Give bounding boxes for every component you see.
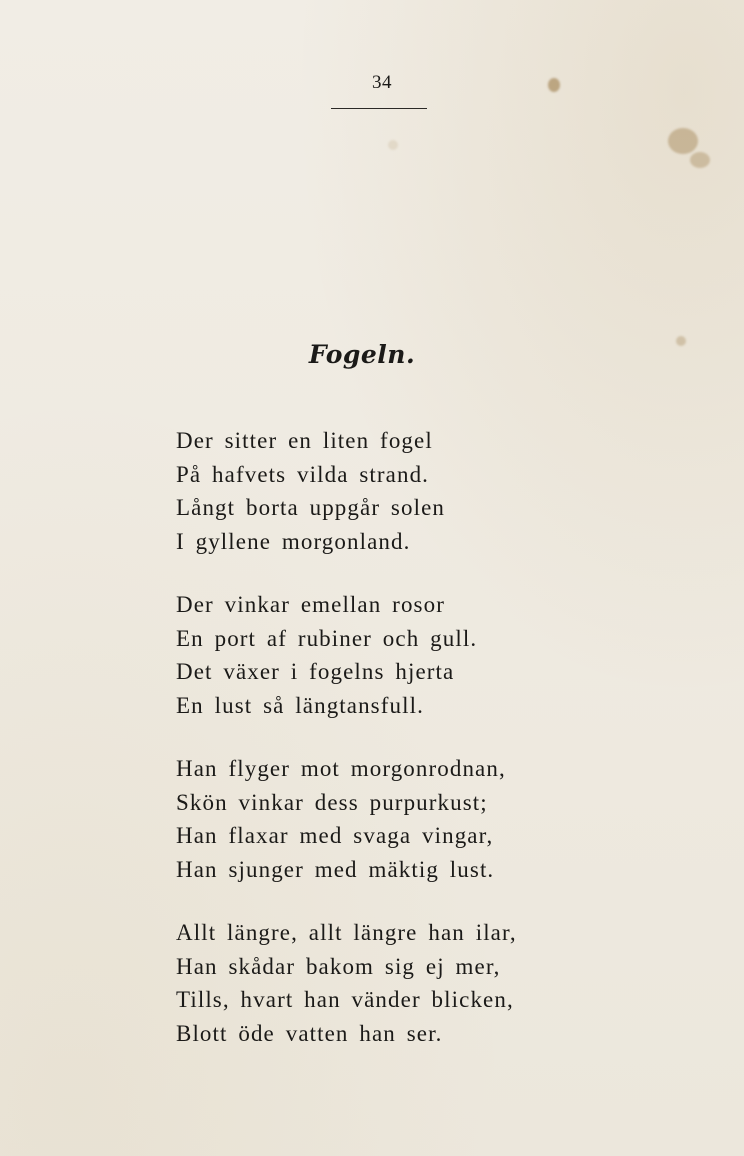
poem-line: Skön vinkar dess purpurkust;: [176, 789, 488, 815]
poem-line: Han sjunger med mäktig lust.: [176, 856, 495, 882]
stanza: [176, 588, 696, 722]
stanza: [176, 916, 696, 1050]
poem-line: En lust så längtansfull.: [176, 692, 424, 718]
poem-title: Fogeln.: [308, 340, 416, 369]
poem-body: [176, 424, 696, 1080]
foxing-stain: [668, 128, 698, 154]
foxing-stain: [388, 140, 398, 150]
poem-line: Han flaxar med svaga vingar,: [176, 823, 494, 848]
foxing-stain: [690, 152, 710, 168]
poem-line: På hafvets vilda strand.: [176, 461, 430, 487]
header-rule: [331, 108, 427, 109]
poem-line: Han flyger mot morgonrodnan,: [176, 756, 506, 781]
poem-line: Han skådar bakom sig ej mer,: [176, 953, 501, 979]
poem-line: I gyllene morgonland.: [176, 528, 411, 554]
poem-line: Der vinkar emellan rosor: [176, 592, 445, 617]
poem-line: Det växer i fogelns hjerta: [176, 659, 455, 684]
stanza: [176, 424, 696, 558]
poem-line: Tills, hvart han vänder blicken,: [176, 987, 514, 1012]
poem-line: En port af rubiner och gull.: [176, 625, 478, 651]
page-number: 34: [372, 72, 392, 93]
poem-line: Blott öde vatten han ser.: [176, 1020, 443, 1046]
poem-line: Långt borta uppgår solen: [176, 495, 445, 520]
poem-line: Allt längre, allt längre han ilar,: [176, 920, 517, 945]
poem-line: Der sitter en liten fogel: [176, 428, 433, 453]
stanza: [176, 752, 696, 886]
